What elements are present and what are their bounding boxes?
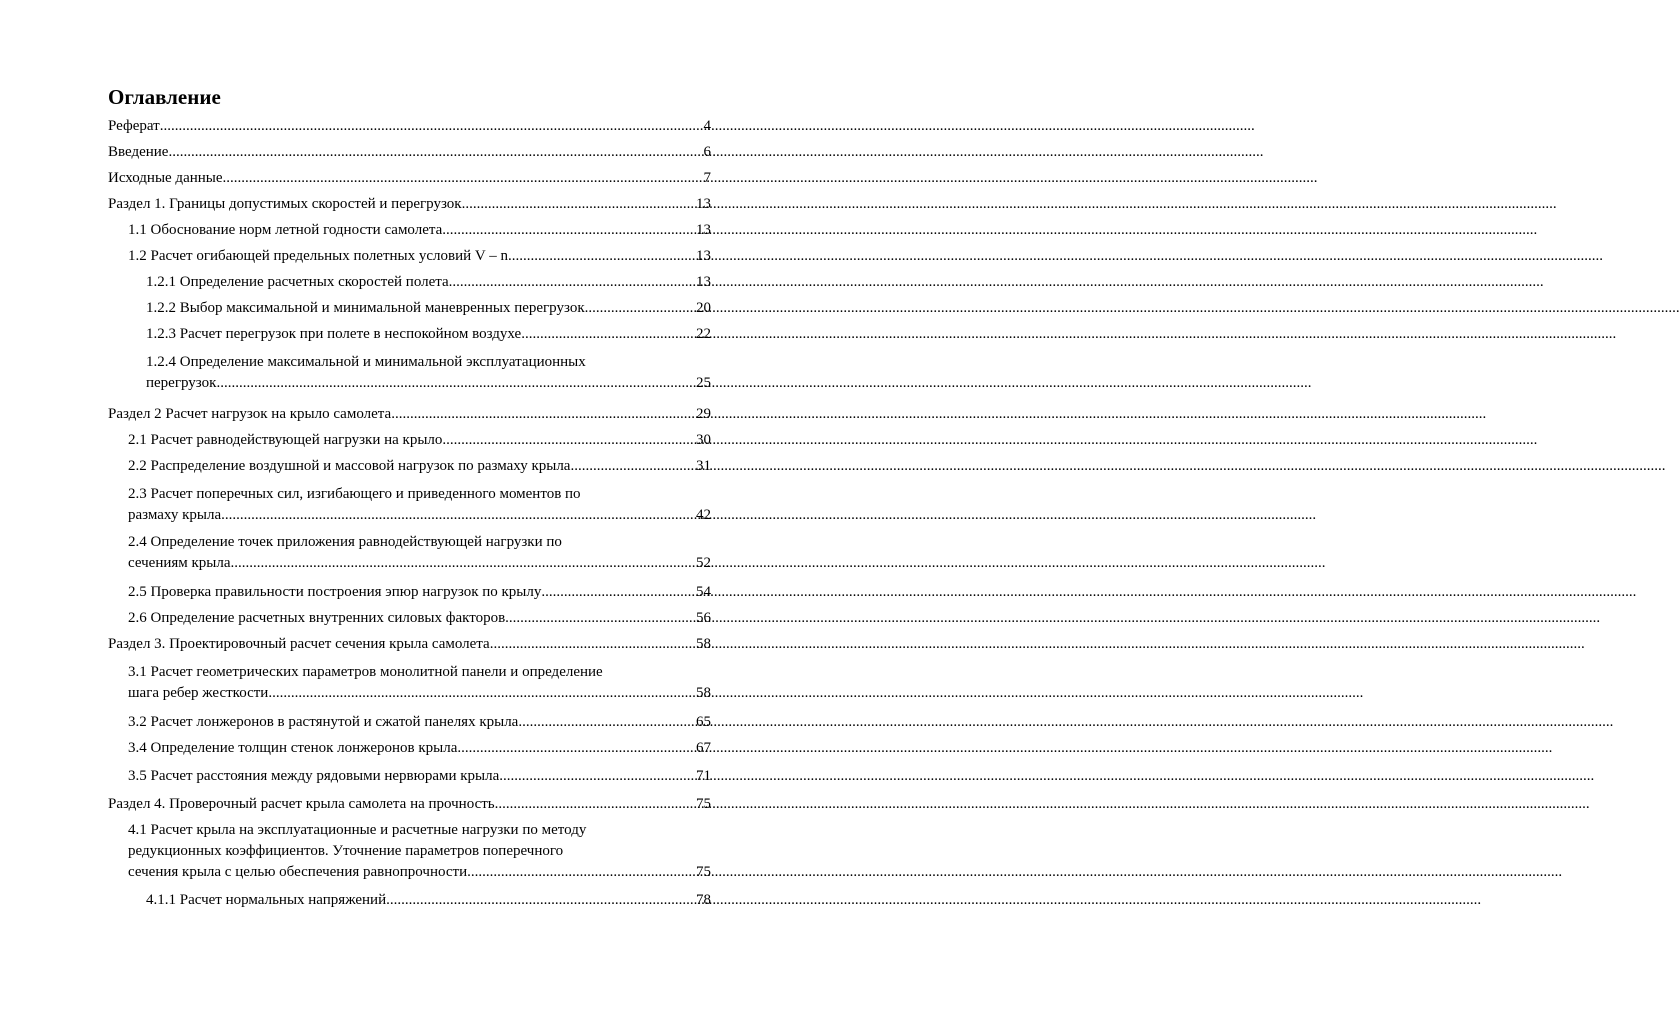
- toc-entry-title: размаху крыла: [128, 507, 222, 523]
- page-number: 31: [696, 458, 711, 474]
- toc-entry-1-2-4[interactable]: [146, 352, 711, 394]
- page-number: 75: [696, 796, 711, 812]
- toc-entry-title: Реферат: [108, 118, 160, 134]
- toc-entry-title: 1.2.1 Определение расчетных скоростей полета: [146, 274, 449, 290]
- toc-entry-title: Исходные данные: [108, 170, 223, 186]
- dot-leader: [168, 142, 703, 163]
- dot-leader: [462, 194, 696, 215]
- toc-entry-title: 3.4 Определение толщин стенок лонжеронов крыла: [128, 740, 458, 756]
- dot-leader: [268, 683, 696, 704]
- toc-entry-abstract[interactable]: [108, 116, 711, 137]
- page-number: 20: [696, 300, 711, 316]
- toc-entry-title-line: 4.1 Расчет крыла на эксплуатационные и расчетные нагрузки по методу: [128, 822, 587, 838]
- page-number: 42: [696, 507, 711, 523]
- dot-leader: [495, 794, 696, 815]
- dot-leader: [442, 430, 696, 451]
- toc-entry-introduction[interactable]: [108, 142, 711, 163]
- toc-entry-title: 2.1 Расчет равнодействующей нагрузки на крыло: [128, 432, 443, 448]
- dot-leader: [391, 404, 696, 425]
- dot-leader: [541, 582, 696, 603]
- dot-leader: [518, 712, 696, 733]
- page-number: 56: [696, 610, 711, 626]
- toc-entry-3-2[interactable]: [128, 712, 711, 733]
- toc-entry-2-2[interactable]: [128, 456, 711, 477]
- page-number: 6: [703, 144, 711, 160]
- toc-entry-3-4[interactable]: [128, 738, 711, 759]
- toc-entry-3-1[interactable]: [128, 662, 711, 704]
- toc-entry-title: 1.2.3 Расчет перегрузок при полете в неспокойном воздухе: [146, 326, 522, 342]
- toc-entry-title-line: 1.2.4 Определение максимальной и минимальной эксплуатационных: [146, 354, 586, 370]
- toc-entry-section-1[interactable]: [108, 194, 711, 215]
- toc-entry-title: 2.5 Проверка правильности построения эпюр нагрузок по крылу: [128, 584, 542, 600]
- toc-entry-title: 1.1 Обоснование норм летной годности самолета: [128, 222, 443, 238]
- page-number: 71: [696, 768, 711, 784]
- toc-entry-title: 1.2.2 Выбор максимальной и минимальной маневренных перегрузок: [146, 300, 585, 316]
- dot-leader: [386, 890, 696, 911]
- dot-leader: [467, 862, 696, 883]
- dot-leader: [521, 324, 696, 345]
- toc-entry-section-2[interactable]: [108, 404, 711, 425]
- dot-leader: [449, 272, 696, 293]
- toc-entry-2-4[interactable]: [128, 532, 711, 574]
- page-number: 13: [696, 274, 711, 290]
- dot-leader: [221, 505, 696, 526]
- dot-leader: [457, 738, 696, 759]
- toc-entry-title: сечениям крыла: [128, 555, 231, 571]
- toc-entry-2-1[interactable]: [128, 430, 711, 451]
- page-number: 7: [703, 170, 711, 186]
- toc-entry-2-5[interactable]: [128, 582, 711, 603]
- toc-entry-1-2-2[interactable]: [146, 298, 711, 319]
- toc-entry-title: 4.1.1 Расчет нормальных напряжений: [146, 892, 387, 908]
- toc-entry-2-6[interactable]: [128, 608, 711, 629]
- page-number: 58: [696, 636, 711, 652]
- dot-leader: [216, 373, 696, 394]
- toc-entry-title: Раздел 1. Границы допустимых скоростей и перегрузок: [108, 196, 462, 212]
- toc-entry-title: Введение: [108, 144, 169, 160]
- page-number: 52: [696, 555, 711, 571]
- dot-leader: [499, 766, 696, 787]
- toc-entry-2-3[interactable]: [128, 484, 711, 526]
- dot-leader: [585, 298, 696, 319]
- toc-entry-title: Раздел 2 Расчет нагрузок на крыло самолета: [108, 406, 392, 422]
- document-page: [0, 0, 768, 1024]
- page-number: 4: [703, 118, 711, 134]
- page-number: 67: [696, 740, 711, 756]
- toc-entry-title: 3.5 Расчет расстояния между рядовыми нервюрами крыла: [128, 768, 500, 784]
- page-number: 54: [696, 584, 711, 600]
- toc-entry-3-5[interactable]: [128, 766, 711, 787]
- dot-leader: [570, 456, 696, 477]
- dot-leader: [231, 553, 696, 574]
- page-number: 58: [696, 685, 711, 701]
- toc-entry-title: 2.2 Распределение воздушной и массовой нагрузок по размаху крыла: [128, 458, 571, 474]
- page-number: 22: [696, 326, 711, 342]
- toc-entry-title: Раздел 4. Проверочный расчет крыла самолета на прочность: [108, 796, 495, 812]
- toc-entry-4-1[interactable]: [128, 820, 711, 883]
- dot-leader: [508, 246, 696, 267]
- toc-entry-1-2-1[interactable]: [146, 272, 711, 293]
- toc-entry-1-2[interactable]: [128, 246, 711, 267]
- toc-entry-1-1[interactable]: [128, 220, 711, 241]
- toc-title: Оглавление: [108, 85, 221, 109]
- toc-entry-title: 2.6 Определение расчетных внутренних силовых факторов: [128, 610, 506, 626]
- toc-entry-1-2-3[interactable]: [146, 324, 711, 345]
- dot-leader: [505, 608, 696, 629]
- toc-entry-section-3[interactable]: [108, 634, 711, 655]
- toc-entry-title-line: 2.3 Расчет поперечных сил, изгибающего и приведенного моментов по: [128, 486, 581, 502]
- toc-entry-title: Раздел 3. Проектировочный расчет сечения крыла самолета: [108, 636, 490, 652]
- page-number: 75: [696, 864, 711, 880]
- page-number: 13: [696, 248, 711, 264]
- page-number: 13: [696, 196, 711, 212]
- page-number: 29: [696, 406, 711, 422]
- dot-leader: [442, 220, 696, 241]
- toc-entry-section-4[interactable]: [108, 794, 711, 815]
- toc-entry-title-line: 2.4 Определение точек приложения равнодействующей нагрузки по: [128, 534, 562, 550]
- dot-leader: [160, 116, 704, 137]
- toc-entry-title: сечения крыла с целью обеспечения равнопрочности: [128, 864, 468, 880]
- dot-leader: [490, 634, 696, 655]
- page-number: 25: [696, 375, 711, 391]
- page-number: 78: [696, 892, 711, 908]
- toc-entry-title: шага ребер жесткости: [128, 685, 269, 701]
- page-number: 30: [696, 432, 711, 448]
- toc-entry-initial-data[interactable]: [108, 168, 711, 189]
- dot-leader: [223, 168, 704, 189]
- toc-entry-title: перегрузок: [146, 375, 217, 391]
- page-number: 65: [696, 714, 711, 730]
- page-number: 13: [696, 222, 711, 238]
- toc-entry-title: 3.2 Расчет лонжеронов в растянутой и сжатой панелях крыла: [128, 714, 519, 730]
- toc-entry-title-line: редукционных коэффициентов. Уточнение параметров поперечного: [128, 843, 564, 859]
- toc-entry-4-1-1[interactable]: [146, 890, 711, 911]
- toc-entry-title-line: 3.1 Расчет геометрических параметров монолитной панели и определение: [128, 664, 603, 680]
- toc-entry-title: 1.2 Расчет огибающей предельных полетных условий V – n: [128, 248, 508, 264]
